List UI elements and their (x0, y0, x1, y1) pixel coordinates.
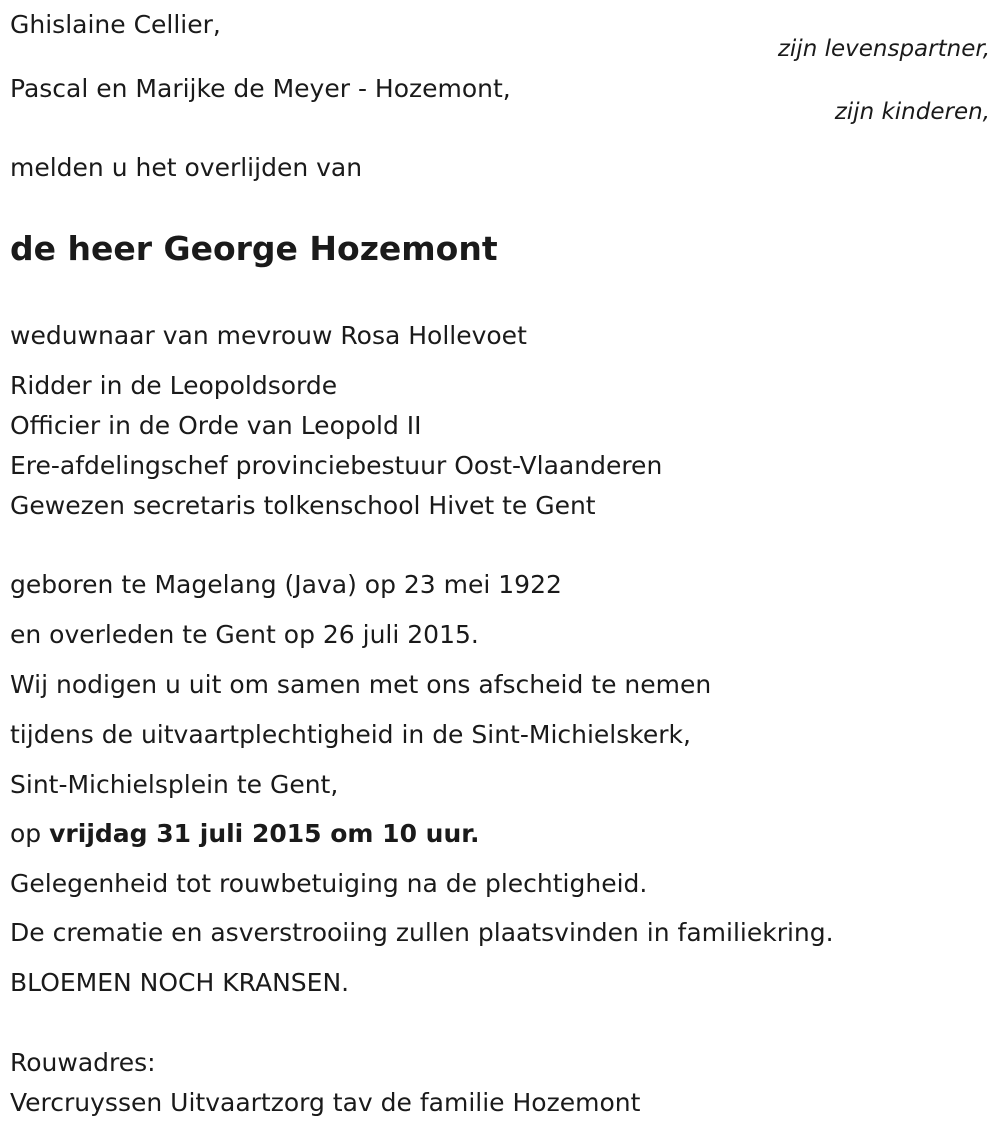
invite-text: Wij nodigen u uit om samen met ons afscheid te nemen (10, 670, 712, 699)
birth-text: geboren te Magelang (Java) op 23 mei 1922 (10, 570, 562, 599)
children-role: zijn kinderen, (834, 99, 990, 125)
ceremony-address: Sint-Michielsplein te Gent, (10, 770, 339, 799)
widower-text: weduwnaar van mevrouw Rosa Hollevoet (10, 321, 527, 350)
children-names: Pascal en Marijke de Meyer - Hozemont, (10, 74, 511, 103)
announcement-text: melden u het overlijden van (10, 153, 363, 182)
partner-role: zijn levenspartner, (777, 36, 990, 62)
ceremony-date-line (10, 819, 480, 849)
title-line: Gewezen secretaris tolkenschool Hivet te Gent (10, 491, 596, 520)
flowers-text: BLOEMEN NOCH KRANSEN. (10, 968, 350, 997)
title-line: Ridder in de Leopoldsorde (10, 371, 338, 400)
death-text: en overleden te Gent op 26 juli 2015. (10, 620, 479, 649)
deceased-name: de heer George Hozemont (10, 229, 498, 268)
cremation-text: De crematie en asverstrooiing zullen plaatsvinden in familiekring. (10, 918, 834, 947)
ceremony-location: tijdens de uitvaartplechtigheid in de Sint-Michielskerk, (10, 720, 691, 749)
ceremony-date-prefix: op (10, 819, 42, 848)
ceremony-date: vrijdag 31 juli 2015 om 10 uur. (49, 819, 480, 848)
address-label: Rouwadres: (10, 1048, 156, 1077)
condolence-text: Gelegenheid tot rouwbetuiging na de plechtigheid. (10, 869, 648, 898)
title-line: Ere-afdelingschef provinciebestuur Oost-Vlaanderen (10, 451, 663, 480)
partner-name: Ghislaine Cellier, (10, 10, 221, 39)
title-line: Officier in de Orde van Leopold II (10, 411, 422, 440)
address-line: Vercruyssen Uitvaartzorg tav de familie Hozemont (10, 1088, 641, 1117)
